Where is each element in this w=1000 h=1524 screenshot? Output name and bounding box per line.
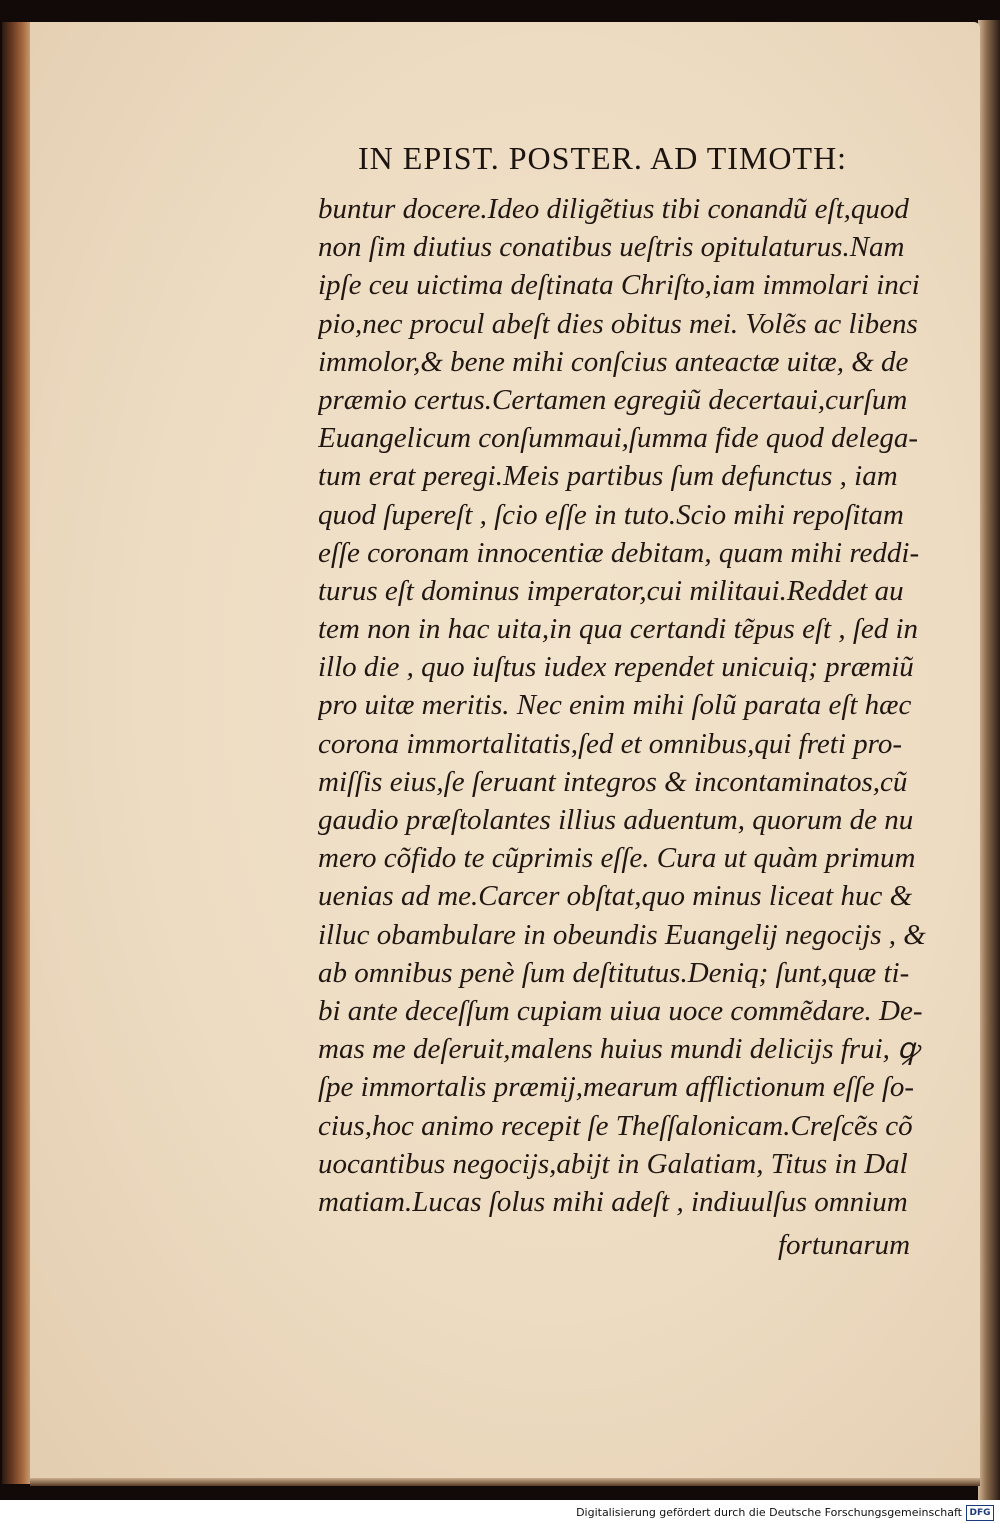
text-line: mas me deſeruit,malens huius mundi delicijs frui, ꝙ	[318, 1033, 919, 1066]
page-fore-edge	[978, 20, 1000, 1500]
text-line: bi ante deceſſum cupiam uiua uoce commẽdare. De-	[318, 994, 923, 1027]
body-text-block	[318, 190, 958, 1221]
text-line: tum erat peregi.Meis partibus ſum defunctus , iam	[318, 460, 898, 493]
text-line: eſſe coronam innocentiæ debitam, quam mihi reddi-	[318, 536, 920, 569]
text-line: quod ſupereſt , ſcio eſſe in tuto.Scio mihi repoſitam	[318, 498, 904, 531]
text-line: buntur docere.Ideo diligẽtius tibi conandũ eſt,quod	[318, 193, 909, 225]
text-line: mero cõfido te cũprimis eſſe. Cura ut quàm primum	[318, 842, 916, 875]
text-line: uenias ad me.Carcer obſtat,quo minus liceat huc &	[318, 880, 913, 913]
book-spine-edge	[2, 22, 32, 1484]
text-line: turus eſt dominus imperator,cui militaui.Reddet au	[318, 574, 904, 607]
text-line: ab omnibus penè ſum deſtitutus.Deniq; ſunt,quæ ti-	[318, 956, 910, 989]
funding-credit: Digitalisierung gefördert durch die Deutsche Forschungsgemeinschaft	[576, 1506, 962, 1519]
text-line: præmio certus.Certamen egregiũ decertaui,curſum	[318, 383, 908, 416]
text-line: ipſe ceu uictima deſtinata Chriſto,iam immolari inci	[318, 269, 920, 302]
text-line: gaudio præſtolantes illius aduentum, quorum de nu	[318, 804, 914, 836]
text-line: illo die , quo iuſtus iudex rependet unicuiq; præmiũ	[318, 651, 914, 684]
text-line: pro uitæ meritis. Nec enim mihi ſolũ parata eſt hæc	[318, 689, 912, 722]
text-line: immolor,& bene mihi conſcius anteactæ uitæ, & de	[318, 345, 909, 378]
text-line: illuc obambulare in obeundis Euangelij negocijs , &	[318, 918, 926, 951]
text-line: ſpe immortalis præmij,mearum afflictionum eſſe ſo-	[318, 1071, 915, 1104]
text-line: matiam.Lucas ſolus mihi adeſt , indiuulſus omnium	[318, 1185, 908, 1218]
page-bottom-edge	[30, 1478, 980, 1486]
text-line: pio,nec procul abeſt dies obitus mei. Volẽs ac libens	[318, 307, 918, 340]
dfg-logo: DFG	[966, 1505, 994, 1521]
text-line: Euangelicum conſummaui,ſumma fide quod delega-	[318, 422, 919, 455]
running-head: IN EPIST. POSTER. AD TIMOTH:	[358, 140, 848, 176]
text-line: corona immortalitatis,ſed et omnibus,qui freti pro-	[318, 727, 903, 760]
text-line: miſſis eius,ſe ſeruant integros & incontaminatos,cũ	[318, 765, 908, 798]
text-line: cius,hoc animo recepit ſe Theſſalonicam.Creſcẽs cõ	[318, 1109, 913, 1142]
text-line: tem non in hac uita,in qua certandi tẽpus eſt , ſed in	[318, 613, 919, 646]
catchword: fortunarum	[778, 1229, 911, 1261]
text-line: uocantibus negocijs,abijt in Galatiam, Titus in Dal	[318, 1147, 908, 1180]
text-line: non ſim diutius conatibus ueſtris opitulaturus.Nam	[318, 231, 905, 264]
